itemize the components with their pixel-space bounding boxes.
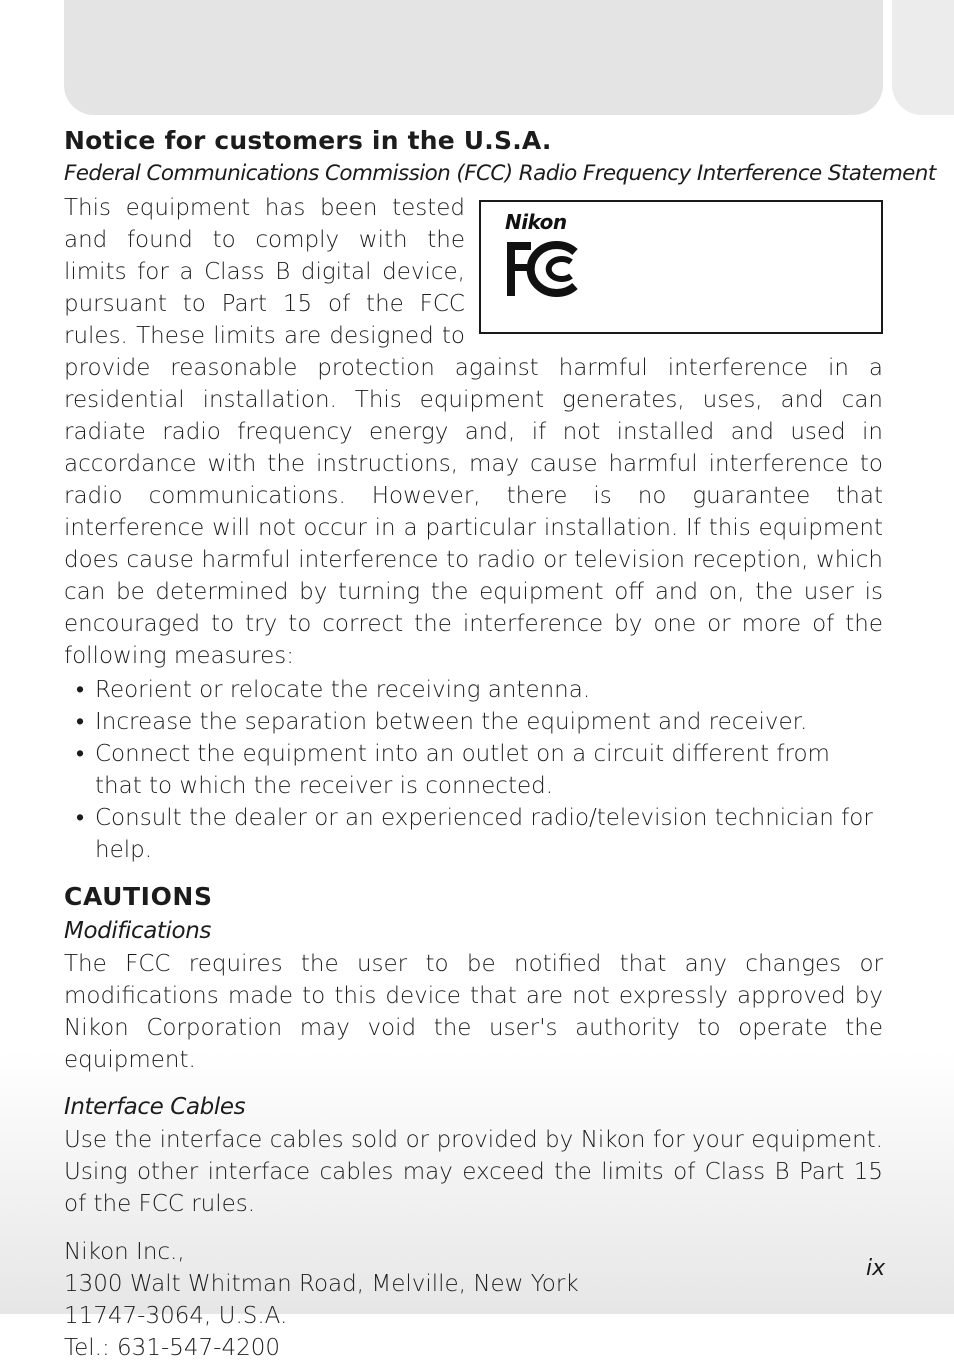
address-postal: 11747-3064, U.S.A. (64, 1303, 288, 1329)
page-number: ix (866, 1256, 886, 1281)
side-tab (892, 0, 954, 115)
header-band (64, 0, 883, 115)
nikon-logo: Nikon (505, 210, 567, 234)
modifications-heading: Modifications (64, 918, 211, 944)
address-tel: Tel.: 631-547-4200 (64, 1335, 280, 1361)
interface-cables-text: Use the interface cables sold or provided by Nikon for your equipment. Using other interface cables may exceed the limits of Class B Part 15 of the FCC rules. (64, 1127, 883, 1217)
list-item: • Connect the equipment into an outlet on a circuit different from that to which the receiver is connected. (64, 738, 883, 802)
fcc-statement (64, 192, 883, 672)
cautions-title: CAUTIONS (64, 882, 213, 911)
page-content (64, 120, 936, 1364)
address-company: Nikon Inc., (64, 1239, 185, 1265)
list-item: • Consult the dealer or an experienced radio/television technician for help. (64, 802, 883, 866)
address-street: 1300 Walt Whitman Road, Melville, New York (64, 1271, 579, 1297)
fcc-logo-box (479, 200, 883, 334)
fcc-logo-icon (505, 240, 589, 298)
list-item: • Increase the separation between the equipment and receiver. (64, 706, 883, 738)
fcc-subtitle: Federal Communications Commission (FCC) Radio Frequency Interference Statement (64, 161, 936, 186)
modifications-text: The FCC requires the user to be notified that any changes or modifications made to this device that are not expressly approved by Nikon Corporation may void the user's authority to operate the equipment. (64, 951, 883, 1073)
notice-title: Notice for customers in the U.S.A. (64, 126, 552, 155)
list-item: • Reorient or relocate the receiving antenna. (64, 674, 883, 706)
interface-cables-heading: Interface Cables (64, 1094, 246, 1120)
address-block (64, 1236, 886, 1364)
measures-list (64, 674, 883, 866)
fcc-paragraph: This equipment has been tested and found to comply with the limits for a Class B digital device, pursuant to Part 15 of the FCC rules. These limits are designed to provide reasonable protection against harmful interference in a residential installation. This equipment generates, uses, and can radiate radio frequency energy and, if not installed and used in accordance with the instructions, may cause harmful interference to radio communications. However, there is no guarantee that interference will not occur in a particular installation. If this equipment does cause harmful interference to radio or television reception, which can be determined by turning the equipment off and on, the user is encouraged to try to correct the interference by one or more of the following measures: (64, 195, 883, 669)
